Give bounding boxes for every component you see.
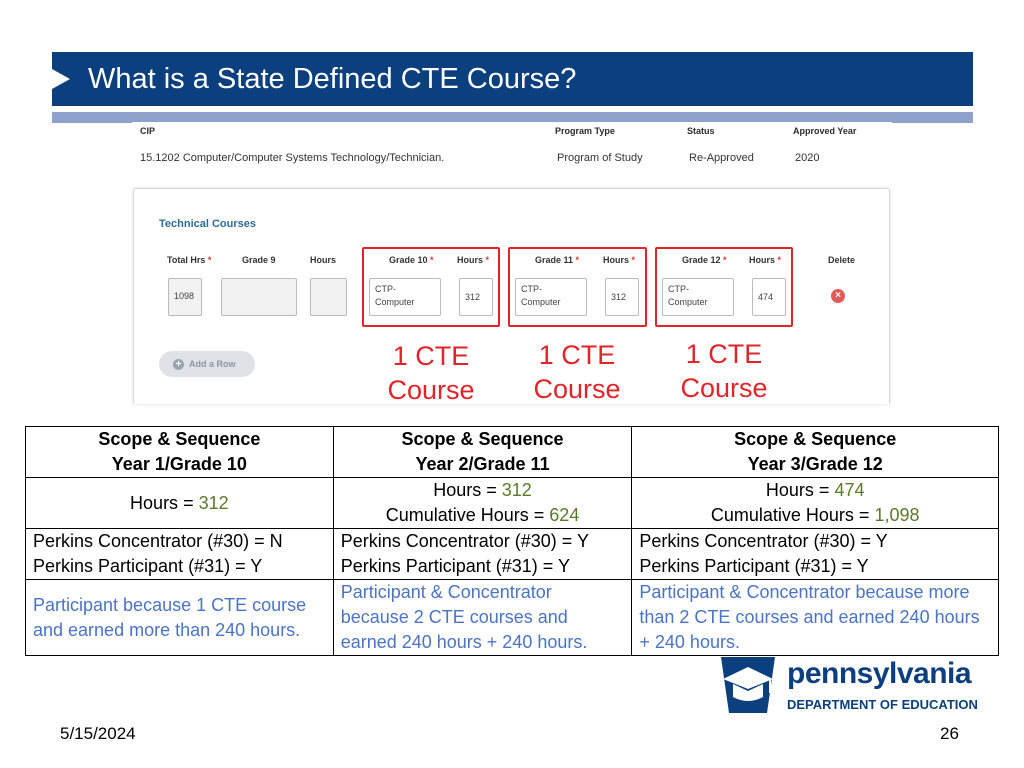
perkins-cell: Perkins Concentrator (#30) = N Perkins Participant (#31) = Y [26,529,334,580]
grade10-hours-header: Hours * [457,255,490,265]
grade10-hours-field[interactable]: 312 [459,278,493,316]
grade11-course-field[interactable]: CTP- Computer [515,278,587,316]
scope-sequence-table [25,426,999,656]
logo-wordmark: pennsylvania [787,657,972,690]
total-hrs-field[interactable]: 1098 [168,278,202,316]
grade9-field[interactable] [221,278,297,316]
logo-department: DEPARTMENT OF EDUCATION [787,697,978,712]
page-number: 26 [940,724,959,743]
hours-cell: Hours = 474 Cumulative Hours = 1,098 [632,478,999,529]
grade12-header: Grade 12 * [682,255,727,265]
cte-course-label: 1 CTE Course [533,340,621,404]
technical-courses-card [133,188,890,404]
cip-value: 15.1202 Computer/Computer Systems Technology/Technician. [140,152,445,164]
grade12-hours-field[interactable]: 474 [752,278,786,316]
header-cell: Scope & Sequence Year 2/Grade 11 [333,427,632,478]
pa-education-logo [715,653,985,719]
status-label: Status [687,126,715,136]
cte-course-label: 1 CTE Course [680,339,768,403]
grade9-header: Grade 9 [242,255,276,265]
grade11-hours-header: Hours * [603,255,636,265]
note-cell: Participant & Concentrator because more than 2 CTE courses and earned 240 hours + 240 hours. [632,580,999,656]
program-type-value: Program of Study [557,152,643,164]
perkins-cell: Perkins Concentrator (#30) = Y Perkins Participant (#31) = Y [333,529,632,580]
delete-row-icon[interactable]: × [831,289,845,303]
slide-title: What is a State Defined CTE Course? [88,63,577,95]
cip-label: CIP [140,126,156,136]
table-row [26,478,999,529]
add-row-label: Add a Row [189,359,236,369]
grade10-course-field[interactable]: CTP- Computer [369,278,441,316]
add-row-button[interactable] [159,351,255,377]
grade11-header: Grade 11 * [535,255,580,265]
note-cell: Participant because 1 CTE course and earned more than 240 hours. [26,580,334,656]
approved-year-label: Approved Year [793,126,857,136]
hours-header: Hours [310,255,337,265]
grade12-hours-header: Hours * [749,255,782,265]
technical-courses-title: Technical Courses [159,218,256,230]
grade9-hours-field[interactable] [310,278,347,316]
hours-cell: Hours = 312 Cumulative Hours = 624 [333,478,632,529]
slide-date: 5/15/2024 [60,724,136,743]
cte-course-label: 1 CTE Course [387,341,475,405]
hours-cell: Hours = 312 [26,478,334,529]
header-cell: Scope & Sequence Year 1/Grade 10 [26,427,334,478]
approved-year-value: 2020 [795,152,820,164]
keystone-icon [715,653,781,719]
table-row [26,580,999,656]
plus-icon: + [173,359,184,370]
program-screenshot [132,122,892,404]
arrow-bullet-icon [52,69,70,89]
total-hrs-header: Total Hrs * [167,255,212,265]
grade11-hours-field[interactable]: 312 [605,278,639,316]
program-type-label: Program Type [555,126,615,136]
grade10-header: Grade 10 * [389,255,434,265]
delete-header: Delete [828,255,856,265]
status-value: Re-Approved [689,152,754,164]
perkins-cell: Perkins Concentrator (#30) = Y Perkins Participant (#31) = Y [632,529,999,580]
title-bar [52,52,973,106]
note-cell: Participant & Concentrator because 2 CTE courses and earned 240 hours + 240 hours. [333,580,632,656]
table-row [26,529,999,580]
table-header-row [26,427,999,478]
grade12-course-field[interactable]: CTP- Computer [662,278,734,316]
header-cell: Scope & Sequence Year 3/Grade 12 [632,427,999,478]
